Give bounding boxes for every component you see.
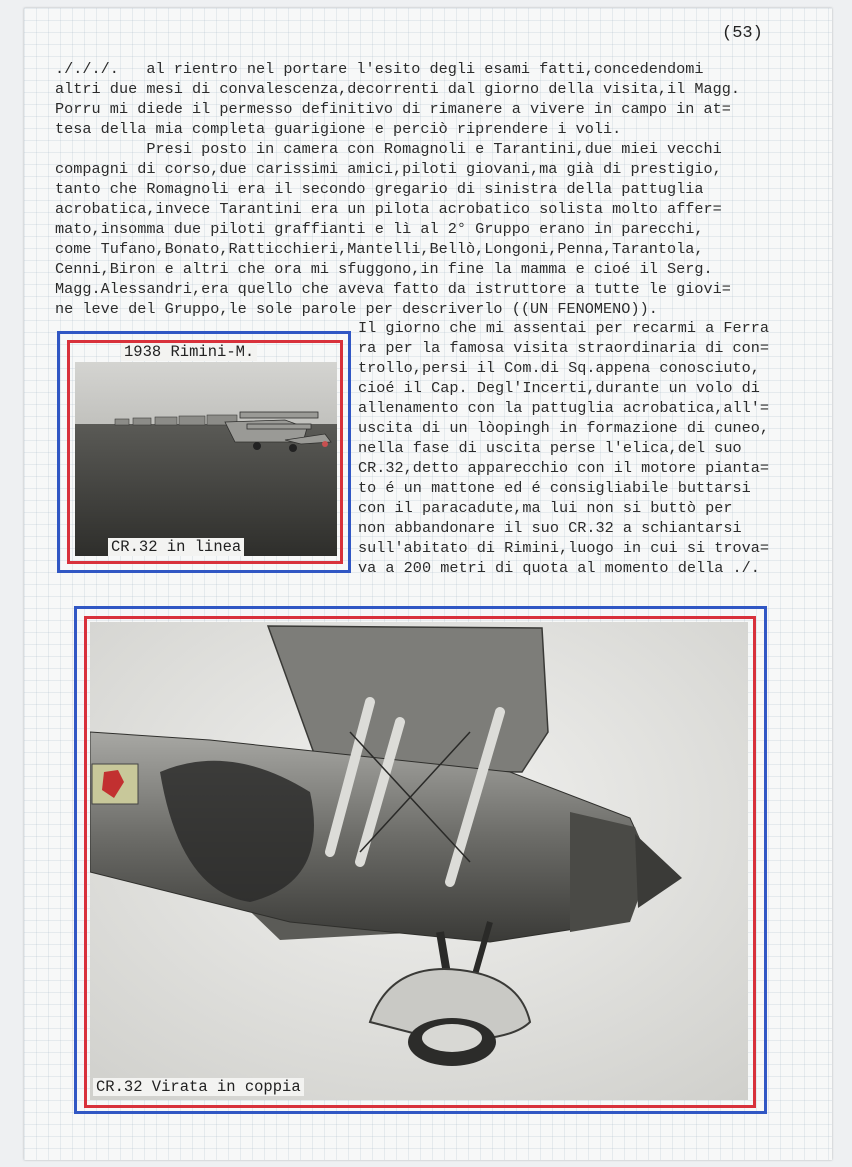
text-line: acrobatica,invece Tarantini era un pilota acrobatico solista molto affer=: [55, 200, 722, 218]
page-number: (53): [722, 24, 763, 43]
text-line: con il paracadute,ma lui non si buttò per: [358, 499, 733, 517]
text-line: cioé il Cap. Degl'Incerti,durante un volo di: [358, 379, 760, 397]
text-line: Presi posto in camera con Romagnoli e Tarantini,due miei vecchi: [55, 140, 722, 158]
text-line: non abbandonare il suo CR.32 a schiantarsi: [358, 519, 742, 537]
text-line: Porru mi diede il permesso definitivo di rimanere a vivere in campo in at=: [55, 100, 731, 118]
text-line: allenamento con la pattuglia acrobatica,all'=: [358, 399, 770, 417]
photo-caption-bottom: CR.32 in linea: [108, 538, 244, 556]
airfield-photo: [75, 362, 337, 556]
text-line: ./././. al rientro nel portare l'esito degli esami fatti,concedendomi: [55, 60, 704, 78]
photo-caption: CR.32 Virata in coppia: [93, 1078, 304, 1096]
text-line: tesa della mia completa guarigione e perciò riprendere i voli.: [55, 120, 622, 138]
text-line: ne leve del Gruppo,le sole parole per descriverlo ((UN FENOMENO)).: [55, 300, 658, 318]
text-line: ra per la famosa visita straordinaria di con=: [358, 339, 770, 357]
text-line: mato,insomma due piloti graffianti e lì al 2° Gruppo erano in parecchi,: [55, 220, 704, 238]
text-line: Il giorno che mi assentai per recarmi a Ferra: [358, 319, 770, 337]
text-line: trollo,persi il Com.di Sq.appena conosciuto,: [358, 359, 760, 377]
text-line: uscita di un lòopingh in formazione di cuneo,: [358, 419, 770, 437]
text-line: CR.32,detto apparecchio con il motore pianta=: [358, 459, 770, 477]
text-line: Cenni,Biron e altri che ora mi sfuggono,in fine la mamma e cioé il Serg.: [55, 260, 713, 278]
text-line: nella fase di uscita perse l'elica,del suo: [358, 439, 742, 457]
photo-caption-top: 1938 Rimini-M.: [121, 343, 257, 361]
text-line: Magg.Alessandri,era quello che aveva fatto da istruttore a tutte le giovi=: [55, 280, 731, 298]
biplane-in-flight-image: [90, 622, 748, 1100]
text-line: va a 200 metri di quota al momento della ./.: [358, 559, 760, 577]
text-line: to é un mattone ed é consigliabile buttarsi: [358, 479, 751, 497]
text-line: altri due mesi di convalescenza,decorrenti dal giorno della visita,il Magg.: [55, 80, 741, 98]
text-line: compagni di corso,due carissimi amici,piloti giovani,ma già di prestigio,: [55, 160, 722, 178]
airfield-lineup-image: [75, 362, 337, 556]
text-line: come Tufano,Bonato,Ratticchieri,Mantelli,Bellò,Longoni,Penna,Tarantola,: [55, 240, 704, 258]
text-line: sull'abitato di Rimini,luogo in cui si trova=: [358, 539, 770, 557]
biplane-photo: [90, 622, 748, 1100]
text-line: tanto che Romagnoli era il secondo gregario di sinistra della pattuglia: [55, 180, 704, 198]
